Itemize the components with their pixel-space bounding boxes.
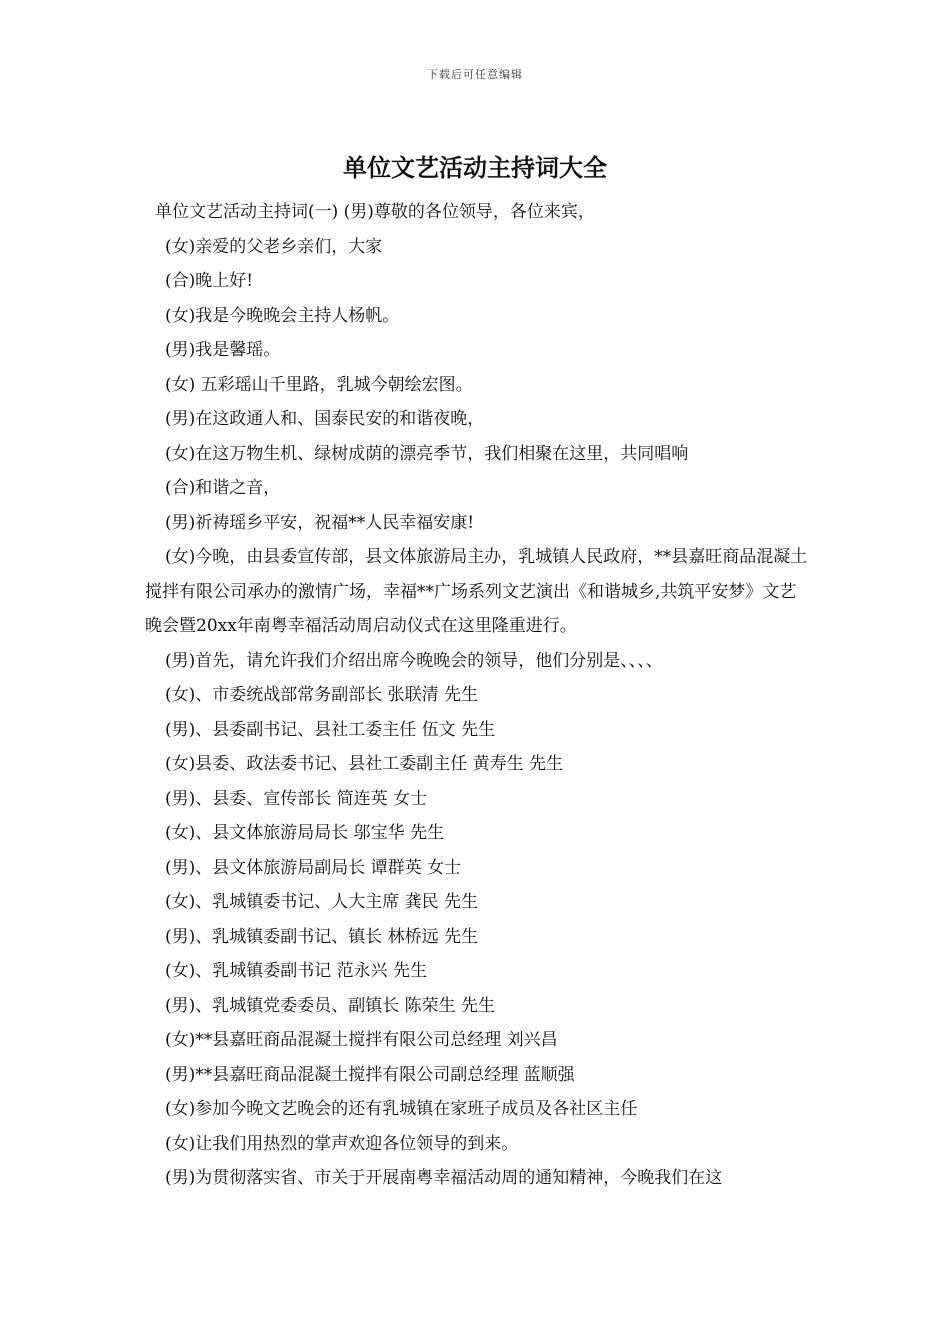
paragraph: (男)、乳城镇党委委员、副镇长 陈荣生 先生 bbox=[165, 995, 496, 1016]
paragraph: (男)**县嘉旺商品混凝土搅拌有限公司副总经理 蓝顺强 bbox=[165, 1064, 575, 1085]
paragraph: (男)、乳城镇委副书记、镇长 林桥远 先生 bbox=[165, 926, 479, 947]
page-header: 下载后可任意编辑 bbox=[427, 68, 523, 81]
paragraph: 单位文艺活动主持词(一) (男)尊敬的各位领导，各位来宾， bbox=[155, 202, 595, 222]
paragraph: (女)参加今晚文艺晚会的还有乳城镇在家班子成员及各社区主任 bbox=[165, 1099, 638, 1119]
document-title: 单位文艺活动主持词大全 bbox=[343, 154, 607, 182]
paragraph: (女)、市委统战部常务副部长 张联清 先生 bbox=[165, 685, 479, 705]
paragraph: (男)、县委、宣传部长 简连英 女士 bbox=[165, 788, 428, 809]
paragraph: (女)让我们用热烈的掌声欢迎各位领导的到来。 bbox=[165, 1133, 519, 1154]
paragraph: (女) 五彩瑶山千里路，乳城今朝绘宏图。 bbox=[165, 374, 473, 395]
paragraph: (女)、县文体旅游局局长 邬宝华 先生 bbox=[165, 823, 445, 843]
paragraph: (男)、县委副书记、县社工委主任 伍文 先生 bbox=[165, 719, 496, 740]
paragraph: (男)在这政通人和、国泰民安的和谐夜晚， bbox=[165, 409, 485, 429]
paragraph: (女)今晚，由县委宣传部，县文体旅游局主办，乳城镇人民政府，**县嘉旺商品混凝土搅拌有限公司承办的激情广场，幸福**广场系列文艺演出《和谐城乡,共筑平安梦》文艺晚会暨20xx年南粤幸福活动周启动仪式在这里隆重进行。 bbox=[145, 547, 808, 636]
paragraph: (合)晚上好! bbox=[165, 271, 254, 291]
paragraph: (女)我是今晚晚会主持人杨帆。 bbox=[165, 305, 400, 326]
paragraph: (女)在这万物生机、绿树成荫的漂亮季节，我们相聚在这里，共同唱响 bbox=[165, 443, 689, 464]
paragraph: (女)县委、政法委书记、县社工委副主任 黄寿生 先生 bbox=[165, 754, 564, 774]
paragraph: (女)、乳城镇委书记、人大主席 龚民 先生 bbox=[165, 892, 479, 912]
paragraph: (男)祈祷瑶乡平安，祝福**人民幸福安康! bbox=[165, 512, 475, 533]
paragraph: (男)为贯彻落实省、市关于开展南粤幸福活动周的通知精神，今晚我们在这 bbox=[165, 1168, 723, 1188]
paragraph: (合)和谐之音， bbox=[165, 478, 281, 498]
paragraph: (男)首先，请允许我们介绍出席今晚晚会的领导，他们分别是、、、、 bbox=[165, 650, 663, 671]
paragraph: (女)**县嘉旺商品混凝土搅拌有限公司总经理 刘兴昌 bbox=[165, 1030, 558, 1050]
paragraph: (女)亲爱的父老乡亲们，大家 bbox=[165, 236, 383, 257]
document-body bbox=[145, 195, 810, 1196]
paragraph: (女)、乳城镇委副书记 范永兴 先生 bbox=[165, 961, 428, 981]
paragraph: (男)、县文体旅游局副局长 谭群英 女士 bbox=[165, 857, 462, 878]
paragraph: (男)我是馨瑶。 bbox=[165, 340, 281, 360]
